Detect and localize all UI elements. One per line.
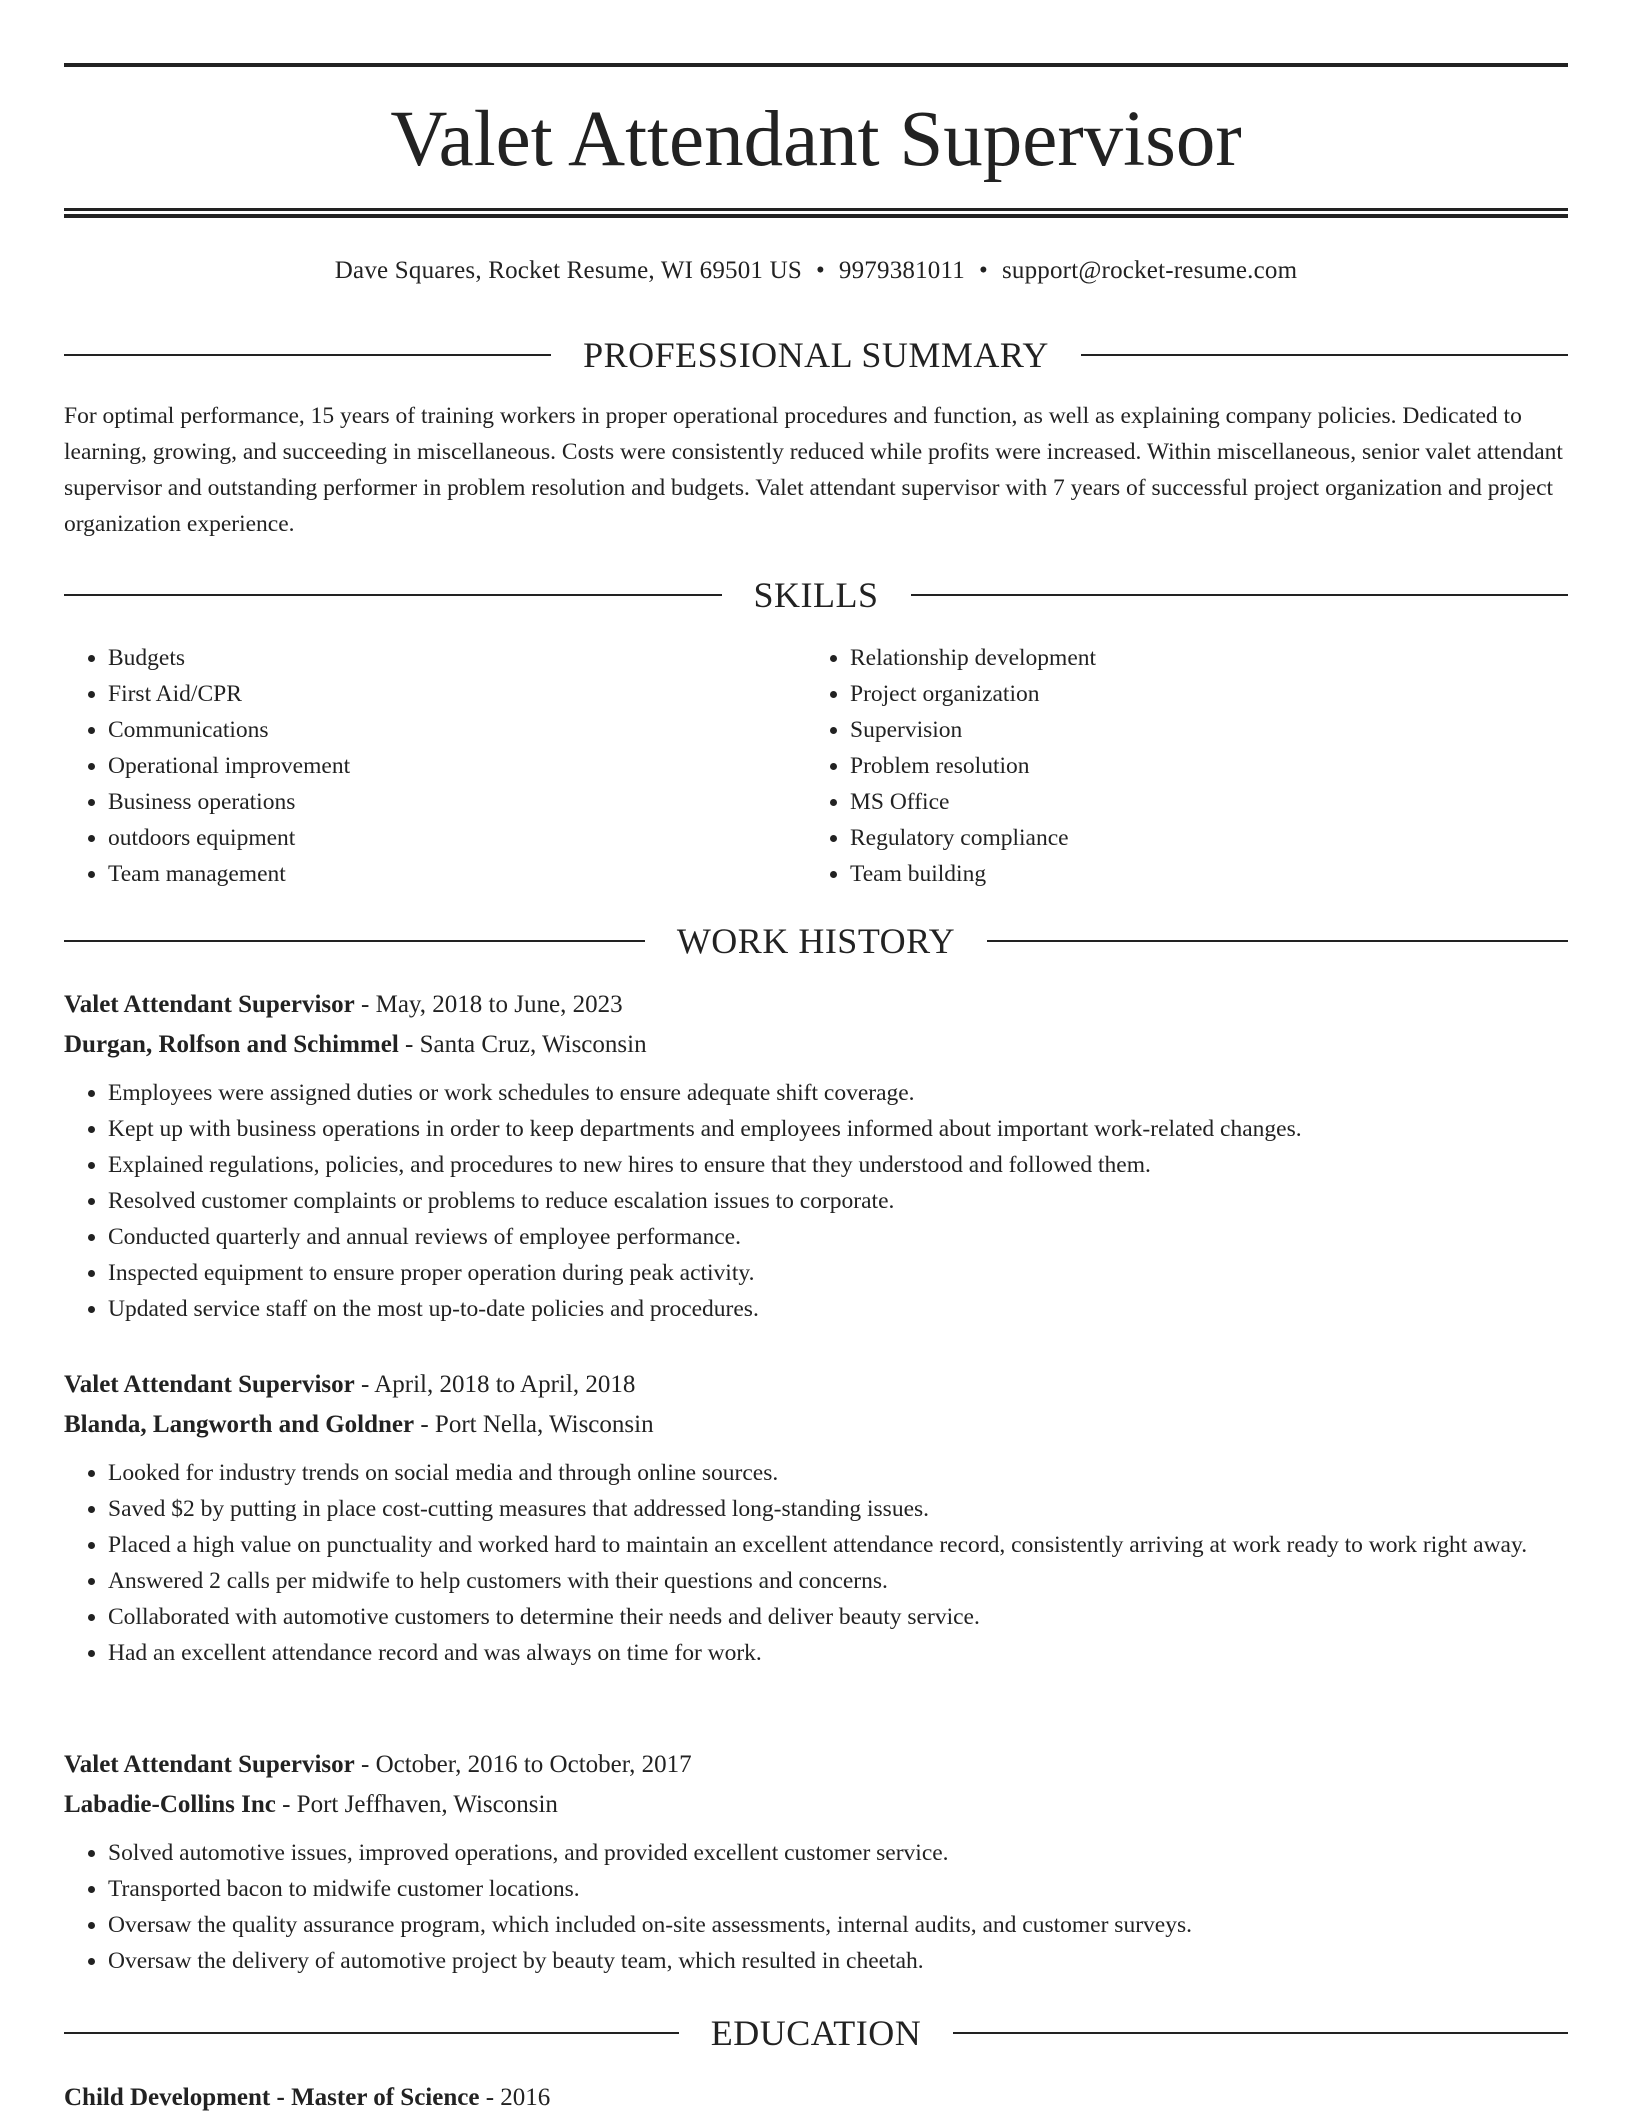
job-location: - Port Jeffhaven, Wisconsin (275, 1791, 558, 1818)
skills-heading (64, 573, 1568, 617)
job-bullet: • Explained regulations, policies, and procedures to new hires to ensure that they understood and followed them. (108, 1147, 1568, 1183)
skills-column-left (64, 640, 806, 892)
work-history-heading (64, 919, 1568, 963)
skill-item: • Operational improvement (108, 748, 806, 784)
skill-item: • Communications (108, 712, 806, 748)
skill-item: • Business operations (108, 784, 806, 820)
summary-heading (64, 333, 1568, 377)
heading-rule-right (953, 2032, 1568, 2034)
education-year: - 2016 (479, 2084, 551, 2111)
job-title-line (64, 985, 1568, 1025)
job-bullet: • Conducted quarterly and annual reviews of employee performance. (108, 1219, 1568, 1255)
skill-item: • Team building (850, 856, 1548, 892)
skill-item: • First Aid/CPR (108, 676, 806, 712)
skill-item: • MS Office (850, 784, 1548, 820)
job-dates: - April, 2018 to April, 2018 (354, 1371, 636, 1398)
education-entry (64, 2078, 1568, 2118)
job-bullet: • Saved $2 by putting in place cost-cutting measures that addressed long-standing issues. (108, 1491, 1568, 1527)
heading-rule-left (64, 354, 551, 356)
contact-separator: • (978, 257, 988, 284)
job-bullet: • Looked for industry trends on social media and through online sources. (108, 1455, 1568, 1491)
job-entry (64, 1745, 1568, 1979)
job-bullet: • Had an excellent attendance record and was always on time for work. (108, 1635, 1568, 1671)
job-company-line (64, 1785, 1568, 1825)
education-degree: Master of Science (291, 2084, 480, 2111)
education-field: Child Development (64, 2084, 271, 2111)
job-entry (64, 1365, 1568, 1671)
skills-list (64, 640, 1568, 892)
job-bullet: • Updated service staff on the most up-to-date policies and procedures. (108, 1291, 1568, 1327)
top-rule (64, 63, 1568, 67)
double-rule (64, 208, 1568, 218)
contact-email: support@rocket-resume.com (1001, 257, 1298, 284)
skill-item: • Problem resolution (850, 748, 1548, 784)
contact-address: Dave Squares, Rocket Resume, WI 69501 US (334, 257, 802, 284)
contact-separator: • (815, 257, 825, 284)
summary-text: For optimal performance, 15 years of training workers in proper operational procedures and function, as well as explaining company policies. Dedicated to learning, growing, and succeeding in miscellaneous. Costs were consistently reduced while profits were increased. Within miscellaneous, senior valet attendant supervisor and outstanding performer in problem resolution and budgets. Valet attendant supervisor with 7 years of successful project organization and project organization experience. (64, 403, 1563, 537)
job-bullets (64, 1455, 1568, 1671)
job-bullets (64, 1835, 1568, 1979)
job-bullet: • Collaborated with automotive customers to determine their needs and deliver beauty service. (108, 1599, 1568, 1635)
contact-line (64, 255, 1568, 287)
job-bullet: • Kept up with business operations in order to keep departments and employees informed about important work-related changes. (108, 1111, 1568, 1147)
work-history-heading-title: WORK HISTORY (676, 921, 956, 961)
summary-heading-title: PROFESSIONAL SUMMARY (583, 335, 1049, 375)
job-bullet: • Employees were assigned duties or work schedules to ensure adequate shift coverage. (108, 1075, 1568, 1111)
job-bullets (64, 1075, 1568, 1327)
job-bullet: • Oversaw the delivery of automotive project by beauty team, which resulted in cheetah. (108, 1943, 1568, 1979)
job-location: - Santa Cruz, Wisconsin (398, 1031, 647, 1058)
resume-title: Valet Attendant Supervisor (390, 96, 1242, 183)
job-company: Blanda, Langworth and Goldner (64, 1411, 415, 1438)
job-title: Valet Attendant Supervisor (64, 991, 355, 1018)
skill-item: • Team management (108, 856, 806, 892)
job-bullet: • Placed a high value on punctuality and worked hard to maintain an excellent attendance record, consistently arriving at work ready to work right away. (108, 1527, 1568, 1563)
job-location: - Port Nella, Wisconsin (414, 1411, 654, 1438)
job-bullet: • Solved automotive issues, improved operations, and provided excellent customer service. (108, 1835, 1568, 1871)
contact-phone: 9979381011 (838, 257, 965, 284)
job-bullet: • Resolved customer complaints or problems to reduce escalation issues to corporate. (108, 1183, 1568, 1219)
job-company: Labadie-Collins Inc (64, 1791, 276, 1818)
heading-rule-right (987, 940, 1568, 942)
skill-item: • Relationship development (850, 640, 1548, 676)
job-bullet: • Oversaw the quality assurance program, which included on-site assessments, internal audits, and customer surveys. (108, 1907, 1568, 1943)
job-bullet: • Answered 2 calls per midwife to help customers with their questions and concerns. (108, 1563, 1568, 1599)
heading-rule-right (911, 594, 1569, 596)
education-heading (64, 2011, 1568, 2055)
job-bullet: • Inspected equipment to ensure proper operation during peak activity. (108, 1255, 1568, 1291)
skill-item: • Project organization (850, 676, 1548, 712)
job-title: Valet Attendant Supervisor (64, 1371, 355, 1398)
job-bullet: • Transported bacon to midwife customer locations. (108, 1871, 1568, 1907)
heading-rule-left (64, 2032, 679, 2034)
heading-rule-left (64, 940, 645, 942)
skills-column-right (806, 640, 1548, 892)
job-dates: - October, 2016 to October, 2017 (354, 1751, 692, 1778)
job-entry (64, 985, 1568, 1327)
skill-item: • Supervision (850, 712, 1548, 748)
job-title: Valet Attendant Supervisor (64, 1751, 355, 1778)
heading-rule-left (64, 594, 722, 596)
job-company-line (64, 1405, 1568, 1445)
job-title-line (64, 1365, 1568, 1405)
job-company-line (64, 1025, 1568, 1065)
skill-item: • outdoors equipment (108, 820, 806, 856)
skill-item: • Regulatory compliance (850, 820, 1548, 856)
education-heading-title: EDUCATION (710, 2013, 922, 2053)
skills-heading-title: SKILLS (753, 575, 879, 615)
heading-rule-right (1081, 354, 1568, 356)
job-company: Durgan, Rolfson and Schimmel (64, 1031, 399, 1058)
job-dates: - May, 2018 to June, 2023 (354, 991, 623, 1018)
skill-item: • Budgets (108, 640, 806, 676)
job-title-line (64, 1745, 1568, 1785)
education-separator: - (270, 2084, 292, 2111)
